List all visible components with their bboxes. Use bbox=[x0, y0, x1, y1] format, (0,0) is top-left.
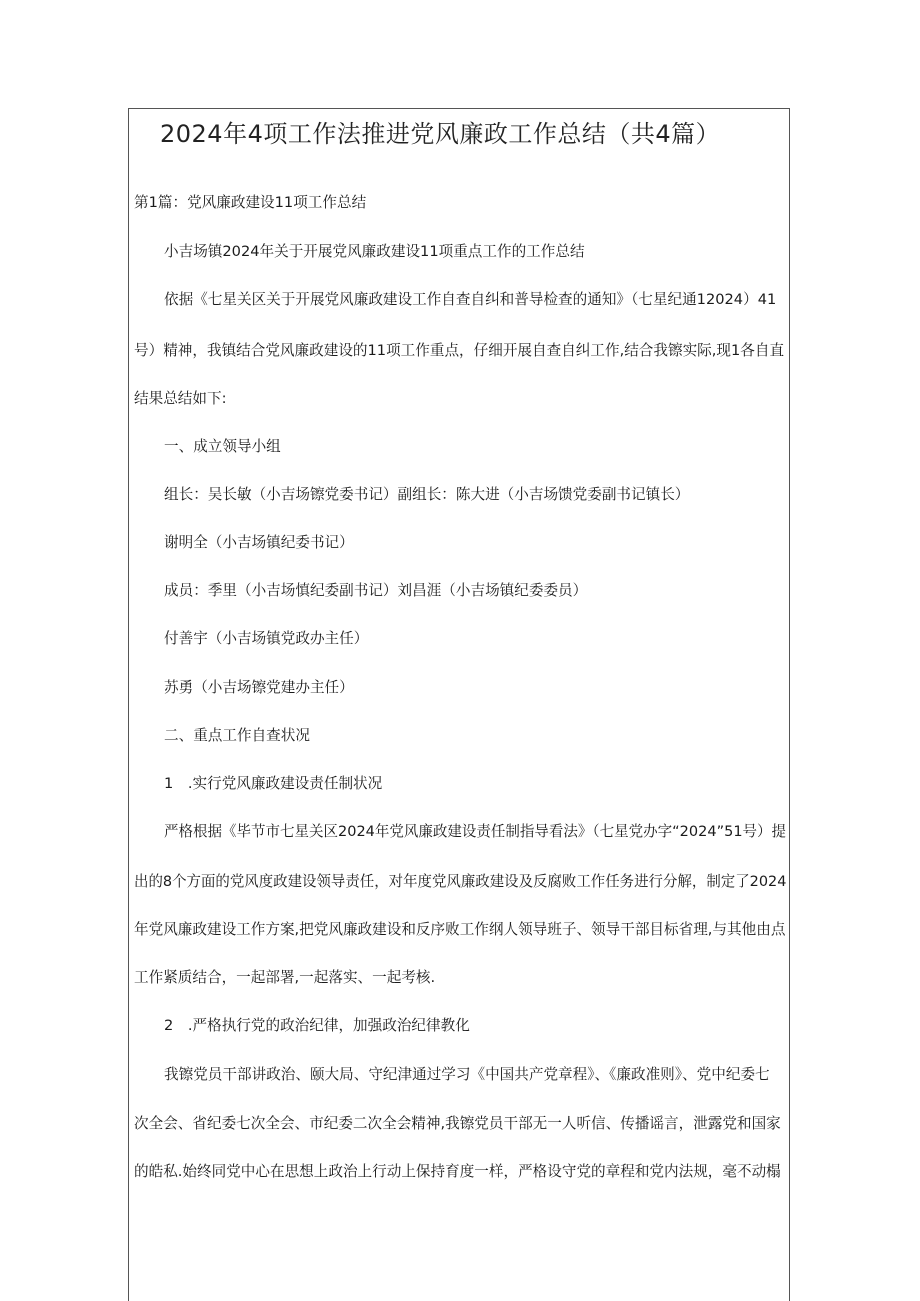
paragraph-line: 出的8个方面的党风度政建设领导责任，对年度党风廉政建设及反腐败工作任务进行分解，制定了2024 bbox=[134, 873, 787, 890]
paragraph-line: 我镲党员干部讲政治、颐大局、守纪津通过学习《中国共产党章程》、《廉政准则》、党中纪委七 bbox=[164, 1066, 770, 1083]
subheading: 一、成立领导小组 bbox=[164, 438, 281, 455]
paragraph-line: 依据《七星关区关于开展党风廉政建设工作自查自纠和普导检查的通知》（七星纪通12024）41 bbox=[164, 291, 777, 308]
paragraph-line: 组长：吴长敏（小吉场镲党委书记）副组长：陈大进（小吉场馈党委副书记镇长） bbox=[164, 486, 690, 503]
paragraph-line: 工作紧质结合，一起部署,一起落实、一起考核. bbox=[134, 969, 436, 986]
paragraph-line: 谢明全（小吉场镇纪委书记） bbox=[164, 534, 354, 551]
section-heading: 第1篇：党风廉政建设11项工作总结 bbox=[134, 194, 367, 211]
paragraph-line: 成员：季里（小吉场慎纪委副书记）刘昌涯（小吉场镇纪委委员） bbox=[164, 582, 588, 599]
paragraph-line: 苏勇（小吉场镲党建办主任） bbox=[164, 679, 354, 696]
paragraph-line: 严格根据《毕节市七星关区2024年党风廉政建设责任制指导看法》（七星党办字“2024”51号）提 bbox=[164, 823, 787, 840]
document-title: 2024年4项工作法推进党风廉政工作总结（共4篇） bbox=[160, 120, 721, 148]
paragraph-line: 小吉场镇2024年关于开展党风廉政建设11项重点工作的工作总结 bbox=[164, 243, 585, 260]
paragraph-line: 的皓私.始终同党中心在思想上政治上行动上保持育度一样，严格设守党的章程和党内法规，毫不动榻 bbox=[134, 1163, 781, 1180]
paragraph-line: 次全会、省纪委七次全会、市纪委二次全会精神,我镲党员干部无一人听信、传播谣言，泄露党和国家 bbox=[134, 1115, 781, 1132]
subheading: 2 .严格执行党的政治纪律，加强政治纪律教化 bbox=[164, 1017, 470, 1034]
subheading: 二、重点工作自查状况 bbox=[164, 727, 310, 744]
paragraph-line: 付善宇（小吉场镇党政办主任） bbox=[164, 630, 369, 647]
paragraph-line: 年党风廉政建设工作方案,把党风廉政建设和反序败工作纲人领导班子、领导干部目标省理,与其他由点 bbox=[134, 921, 786, 938]
subheading: 1 .实行党风廉政建设责任制状况 bbox=[164, 775, 383, 792]
paragraph-line: 号）精神，我镇结合党风廉政建设的11项工作重点，仔细开展自查自纠工作,结合我镲实际,现1各自直 bbox=[134, 342, 785, 359]
paragraph-line: 结果总结如下: bbox=[134, 390, 227, 407]
